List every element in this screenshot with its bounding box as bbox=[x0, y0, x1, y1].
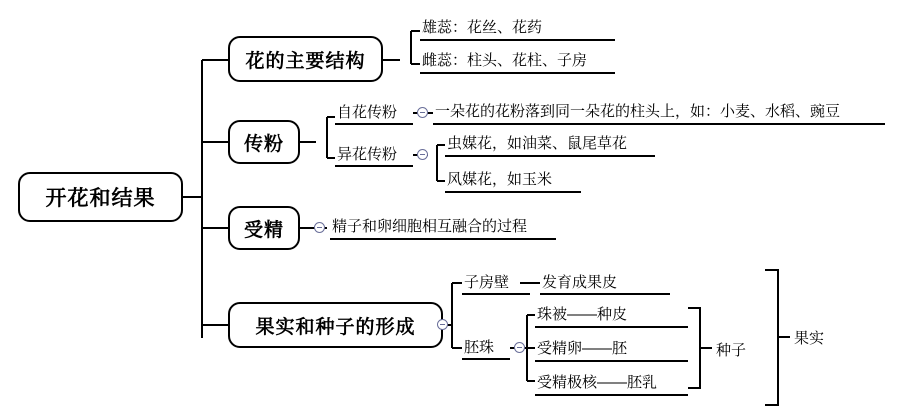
branch-node-pollination[interactable] bbox=[228, 120, 300, 164]
group-label: 种子 bbox=[716, 341, 747, 359]
leaf-label: 异花传粉 bbox=[337, 146, 398, 163]
leaf-label: 一朵花的花粉落到同一朵花的柱头上，如：小麦、水稻、豌豆 bbox=[435, 103, 841, 120]
leaf-polar-nuclei-endosperm[interactable] bbox=[535, 370, 688, 396]
collapse-icon[interactable] bbox=[417, 149, 428, 160]
collapse-icon[interactable] bbox=[437, 319, 448, 330]
leaf-zygote-embryo[interactable] bbox=[535, 336, 688, 362]
group-label-seed bbox=[714, 337, 762, 361]
branch-label: 果实和种子的形成 bbox=[255, 316, 416, 338]
leaf-ovary-wall-detail[interactable] bbox=[540, 271, 670, 295]
leaf-label: 雌蕊：柱头、花柱、子房 bbox=[422, 52, 588, 69]
leaf-label: 雄蕊：花丝、花药 bbox=[422, 19, 543, 36]
group-label: 果实 bbox=[794, 329, 825, 347]
leaf-self-pollination-detail[interactable] bbox=[433, 99, 885, 125]
collapse-icon[interactable] bbox=[314, 222, 325, 233]
leaf-stamen[interactable] bbox=[420, 15, 615, 41]
leaf-insect-pollinated[interactable] bbox=[445, 131, 655, 157]
leaf-pistil[interactable] bbox=[420, 48, 615, 74]
leaf-label: 子房壁 bbox=[464, 274, 510, 291]
leaf-label: 风媒花，如玉米 bbox=[447, 171, 553, 188]
branch-node-flower-structure[interactable] bbox=[228, 36, 383, 82]
leaf-wind-pollinated[interactable] bbox=[445, 167, 581, 193]
leaf-label: 胚珠 bbox=[464, 339, 495, 356]
branch-node-fruit-seed-formation[interactable] bbox=[228, 302, 443, 348]
leaf-integument-seedcoat[interactable] bbox=[535, 302, 688, 328]
leaf-self-pollination[interactable] bbox=[335, 101, 413, 125]
branch-node-fertilization[interactable] bbox=[228, 206, 300, 250]
leaf-label: 虫媒花，如油菜、鼠尾草花 bbox=[447, 135, 628, 152]
branch-label: 花的主要结构 bbox=[245, 50, 366, 72]
leaf-fertilization-detail[interactable] bbox=[330, 214, 556, 240]
leaf-label: 发育成果皮 bbox=[542, 274, 618, 291]
root-node-label: 开花和结果 bbox=[45, 187, 156, 210]
leaf-label: 受精卵——胚 bbox=[537, 340, 628, 357]
root-node[interactable] bbox=[18, 172, 183, 222]
leaf-ovary-wall[interactable] bbox=[462, 271, 530, 295]
leaf-cross-pollination[interactable] bbox=[335, 143, 413, 167]
collapse-icon[interactable] bbox=[417, 107, 428, 118]
leaf-label: 自花传粉 bbox=[337, 104, 398, 121]
branch-label: 受精 bbox=[243, 219, 284, 241]
collapse-icon[interactable] bbox=[514, 342, 525, 353]
leaf-label: 珠被——种皮 bbox=[537, 306, 628, 323]
group-label-fruit bbox=[792, 325, 840, 349]
branch-label: 传粉 bbox=[243, 133, 284, 155]
leaf-ovule[interactable] bbox=[462, 336, 510, 360]
leaf-label: 精子和卵细胞相互融合的过程 bbox=[332, 218, 528, 235]
leaf-label: 受精极核——胚乳 bbox=[537, 374, 658, 391]
